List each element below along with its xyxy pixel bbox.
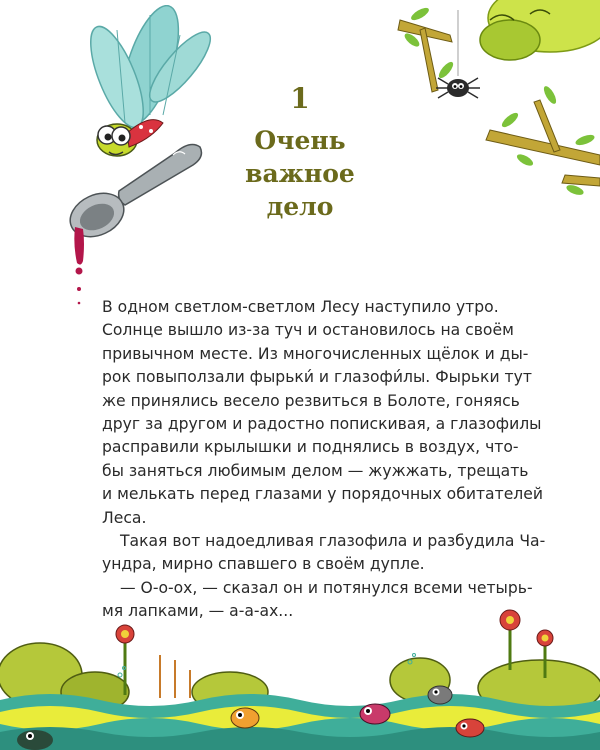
text-line: Леса. (102, 508, 147, 527)
text-line: мя лапками, — а-а-ах... (102, 602, 294, 621)
text-line: рок повыползали фырьки́ и глазофи́лы. Фырьки тут (102, 368, 532, 387)
text-line: друг за другом и радостно попискивая, а глазофилы (102, 415, 542, 434)
swamp-illustration (0, 600, 600, 750)
text-line: Такая вот надоедливая глазофила и разбудила Ча- (120, 532, 546, 551)
red-drip (74, 227, 84, 304)
spoon (63, 145, 201, 245)
chapter-title (200, 124, 400, 223)
branch-spider-illustration (390, 0, 600, 200)
chapter-body-text (102, 296, 546, 624)
text-line: Солнце вышло из-за туч и остановилось на своём (102, 321, 514, 340)
swamp-water (0, 694, 600, 750)
text-line: В одном светлом-светлом Лесу наступило утро. (102, 298, 499, 316)
text-line: и мелькать перед глазами у порядочных обитателей (102, 485, 543, 504)
spider (436, 10, 480, 98)
dragonfly-wings (80, 5, 215, 134)
text-line: же принялись весело резвиться в Болоте, гоняясь (102, 391, 520, 410)
text-line: — О-о-ох, — сказал он и потянулся всеми четырь- (120, 578, 533, 597)
chapter-heading (200, 82, 400, 223)
water-bubbles (118, 654, 416, 678)
text-line: ундра, мирно спавшего в своём дупле. (102, 555, 425, 574)
text-line: расправили крылышки и поднялись в воздух, что- (102, 438, 519, 457)
text-line: бы заняться любимым делом — жужжать, трещать (102, 461, 529, 480)
chapter-title-line: дело (266, 192, 334, 221)
text-line: привычном месте. Из многочисленных щёлок и ды- (102, 344, 529, 363)
dragonfly-spoon-illustration (55, 5, 215, 325)
chapter-number: 1 (290, 82, 310, 115)
chapter-title-line: Очень (254, 126, 346, 155)
tree-foliage (480, 0, 600, 60)
chapter-title-line: важное (245, 159, 355, 188)
